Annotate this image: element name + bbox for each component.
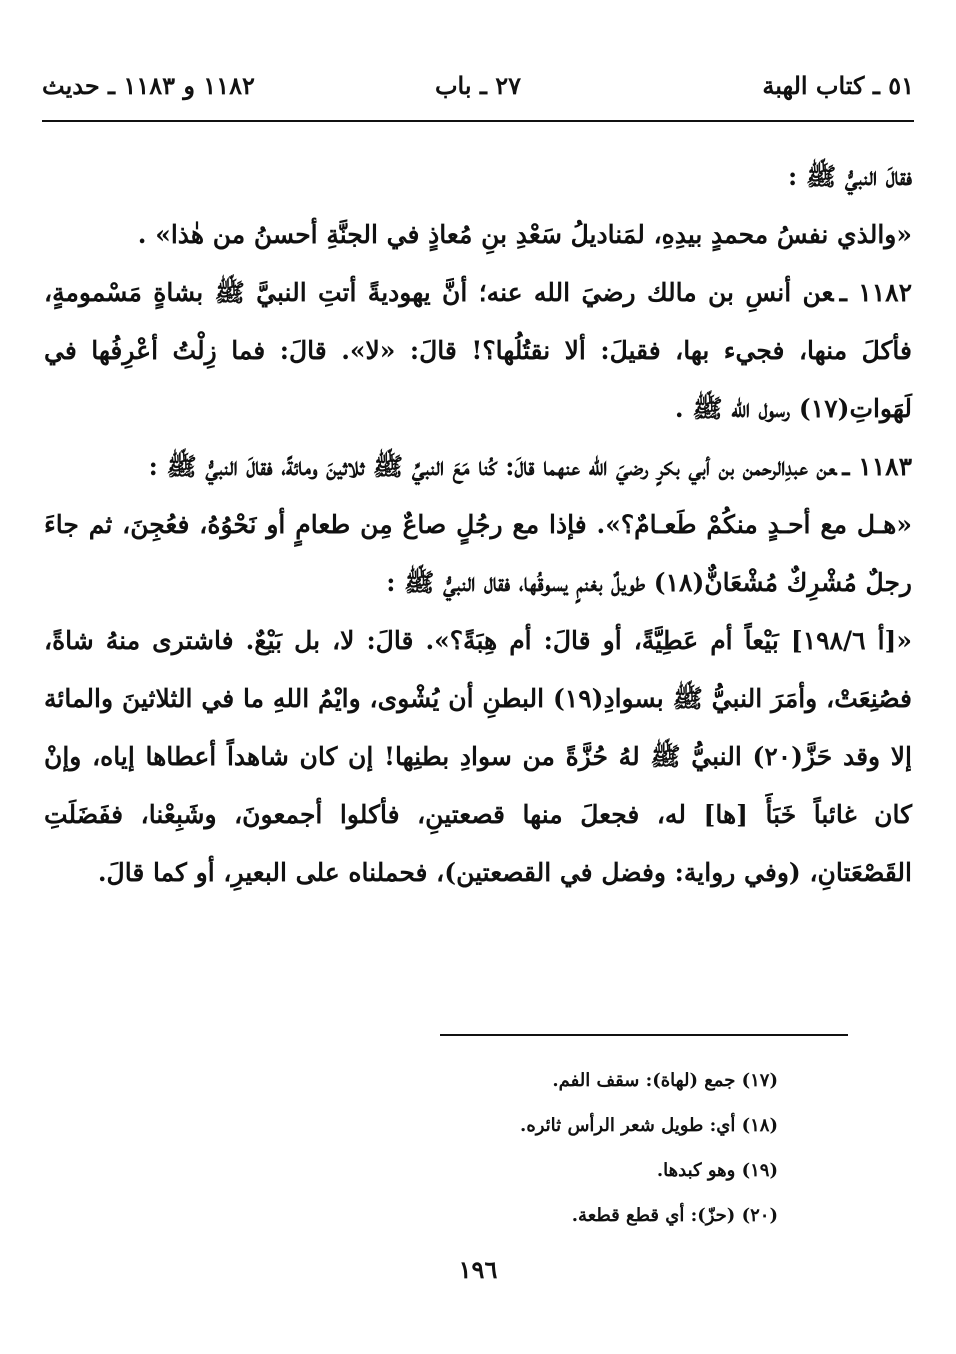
header-hadith-range: ١١٨٢ و ١١٨٣ ـ حديث <box>42 71 255 100</box>
hadith-text: عن عبدِالرحمن بن أبي بكرٍ رضيَ الله عنهما قالَ: كُنا مَعَ النبيِّ ﷺ ثلاثينَ ومائةً، فقالَ النبيُّ ﷺ : <box>148 452 837 481</box>
hadith-text: عن أنسِ بن مالك رضيَ الله عنه؛ أنَّ يهوديةً أتتِ النبيَّ ﷺ بشاةٍ مَسْمومةٍ، فأكلَ منها، فجيء بها، فقيلَ: ألا نقتُلُها؟! قالَ: «لا». قالَ: فما زِلْتُ أعْرِفُها في لَهَواتِ(١٧) رسول الله ﷺ . <box>44 278 912 423</box>
hadith-1182 <box>44 264 912 438</box>
footnote: (١٩) وهو كبدها. <box>656 1160 778 1181</box>
hadith-1183 <box>44 438 912 496</box>
running-header <box>42 66 914 110</box>
footnote: (٢٠) (حزّ): أي قطع قطعة. <box>571 1205 778 1226</box>
paragraph-sale: «[أ ١٩٨/٦] بَيْعاً أم عَطِيَّةً، أو قالَ: أم هِبَةً؟». قالَ: لا، بل بَيْعٌ. فاشترى منهُ شاةً، فصُنِعَتْ، وأمَرَ النبيُّ ﷺ بسوادِ(١٩) البطنِ أن يُشْوى، وايْمُ اللهِ ما في الثلاثينَ والمائة إلا وقد حَزَّ(٢٠) النبيُّ ﷺ لهُ حُزَّةً من سوادِ بطنِها! إن كان شاهداً أعطاها إياه، وإنْ كان غائباً خَبَأَ [ها] له، فجعلَ منها قصعتينِ، فأكلوا أجمعونَ، وشَبِعْنا، ففَضَلَتِ القَصْعَتانِ، (وفي رواية: وفضل في القصعتين)، فحملناه على البعيرِ، أو كما قالَ. <box>44 626 912 887</box>
hadith-number: ١١٨٣ ـ <box>842 452 912 481</box>
header-divider <box>42 120 914 122</box>
footnote: (١٨) أي: طويل شعر الرأس ثائره. <box>520 1115 778 1136</box>
main-text <box>44 148 912 902</box>
paragraph-quote: «والذي نفسُ محمدٍ بيدِهِ، لمَناديلُ سَعْدِ بنِ مُعاذٍ في الجنَّةِ أحسنُ من هٰذا» . <box>137 220 912 249</box>
footnotes <box>278 1058 778 1238</box>
page-number: ١٩٦ <box>458 1255 498 1284</box>
footnote: (١٧) جمع (لهاة): سقف الفم. <box>552 1070 778 1091</box>
header-book-title: ٥١ ـ كتاب الهبة <box>762 71 914 100</box>
hadith-number: ١١٨٢ ـ <box>839 278 912 307</box>
footnote-divider <box>440 1034 848 1036</box>
header-chapter: ٢٧ ـ باب <box>434 71 522 100</box>
paragraph-intro: فقالَ النبيُّ ﷺ : <box>788 162 912 191</box>
paragraph-food: «هـل مع أحـدٍ منكُمْ طَعـامٌ؟». فإذا مع رجُلٍ صاعٌ مِن طعامٍ أو نَحْوُهُ، فعُجِنَ، ثم جاءَ رجلٌ مُشْرِكٌ مُشْعَانٌّ(١٨) طويلٌ بغنمٍ يسوقُها، فقال النبيُّ ﷺ : <box>44 510 912 597</box>
